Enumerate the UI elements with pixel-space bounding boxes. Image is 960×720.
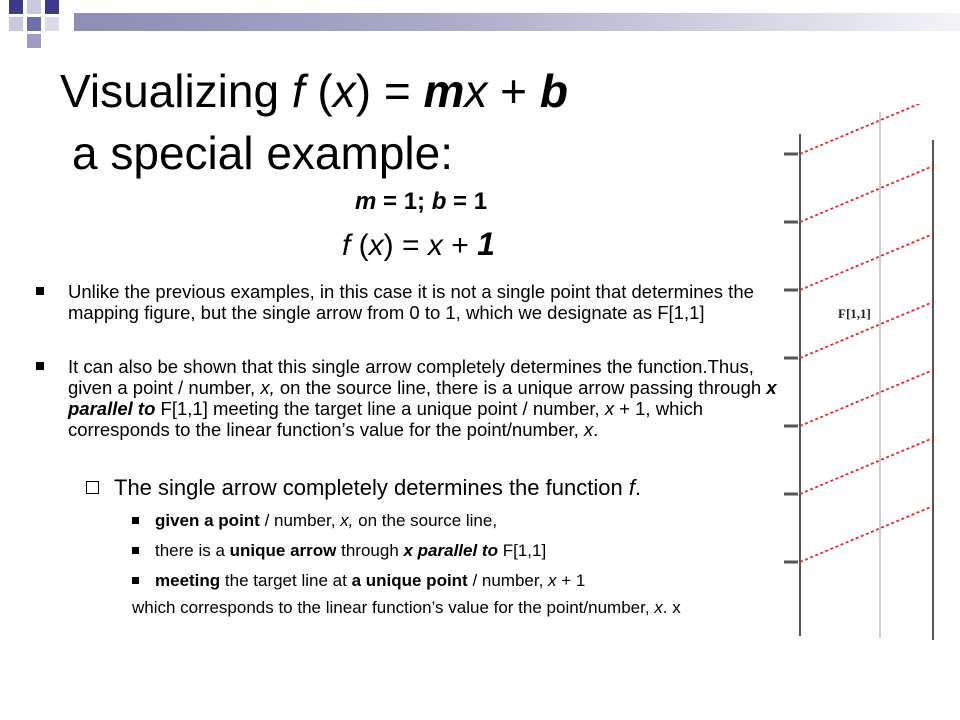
- sub-bullet-item-3: meeting the target line at a unique point / number, x + 1: [132, 571, 585, 591]
- decor-square: [45, 0, 59, 14]
- arrow-label: F[1,1]: [838, 306, 871, 321]
- bullet-square-icon: [36, 287, 44, 295]
- function-heading: f (x) = x + 1: [342, 226, 495, 262]
- decor-square: [9, 17, 23, 31]
- sub-paragraph: which corresponds to the linear function’s value for the point/number, x. x: [132, 598, 681, 617]
- source-tick: [784, 221, 798, 224]
- bullet-square-icon: [132, 577, 139, 584]
- bullet-text: It can also be shown that this single arrow completely determines the function.Thus, given a point / number, x, on the source line, there is a unique arrow passing through x parallel to F[1,1] meeting the target line a unique point / number, x + 1, which corresponds to the linear function’s value for the point/number, x.: [68, 356, 777, 440]
- header-bar: [74, 13, 960, 31]
- hollow-square-bullet-icon: [86, 481, 99, 494]
- mapping-arrow: [800, 506, 933, 562]
- source-tick: [784, 357, 798, 360]
- decor-square: [9, 0, 23, 14]
- source-tick: [784, 425, 798, 428]
- parameters-heading: m = 1; b = 1: [355, 188, 488, 215]
- bullet-square-icon: [132, 547, 139, 554]
- decor-square: [27, 17, 41, 31]
- bullet-square-icon: [36, 362, 44, 370]
- mapping-figure: [762, 104, 952, 644]
- sub-bullet-item-1: given a point / number, x, on the source line,: [132, 511, 497, 531]
- decor-square: [45, 17, 59, 31]
- mapping-arrow: [800, 370, 933, 426]
- mapping-arrow: [800, 438, 933, 494]
- sub-heading: The single arrow completely determines the function f.: [86, 475, 641, 501]
- title-line-1: Visualizing f (x) = mx + b: [60, 65, 568, 117]
- mapping-arrow: [800, 166, 933, 222]
- bullet-text: Unlike the previous examples, in this case it is not a single point that determines the mapping figure, but the single arrow from 0 to 1, which we designate as F[1,1]: [68, 281, 754, 323]
- mapping-arrow: [800, 234, 933, 290]
- bullet-square-icon: [132, 517, 139, 524]
- header-decoration: [0, 0, 960, 60]
- mapping-arrow: [800, 104, 933, 154]
- source-tick: [784, 561, 798, 564]
- source-tick: [784, 289, 798, 292]
- decor-square: [27, 0, 41, 14]
- sub-bullet-item-2: there is a unique arrow through x parallel to F[1,1]: [132, 541, 546, 561]
- source-tick: [784, 493, 798, 496]
- title-line-2: a special example:: [72, 127, 453, 179]
- source-tick: [784, 153, 798, 156]
- decor-square: [27, 34, 41, 48]
